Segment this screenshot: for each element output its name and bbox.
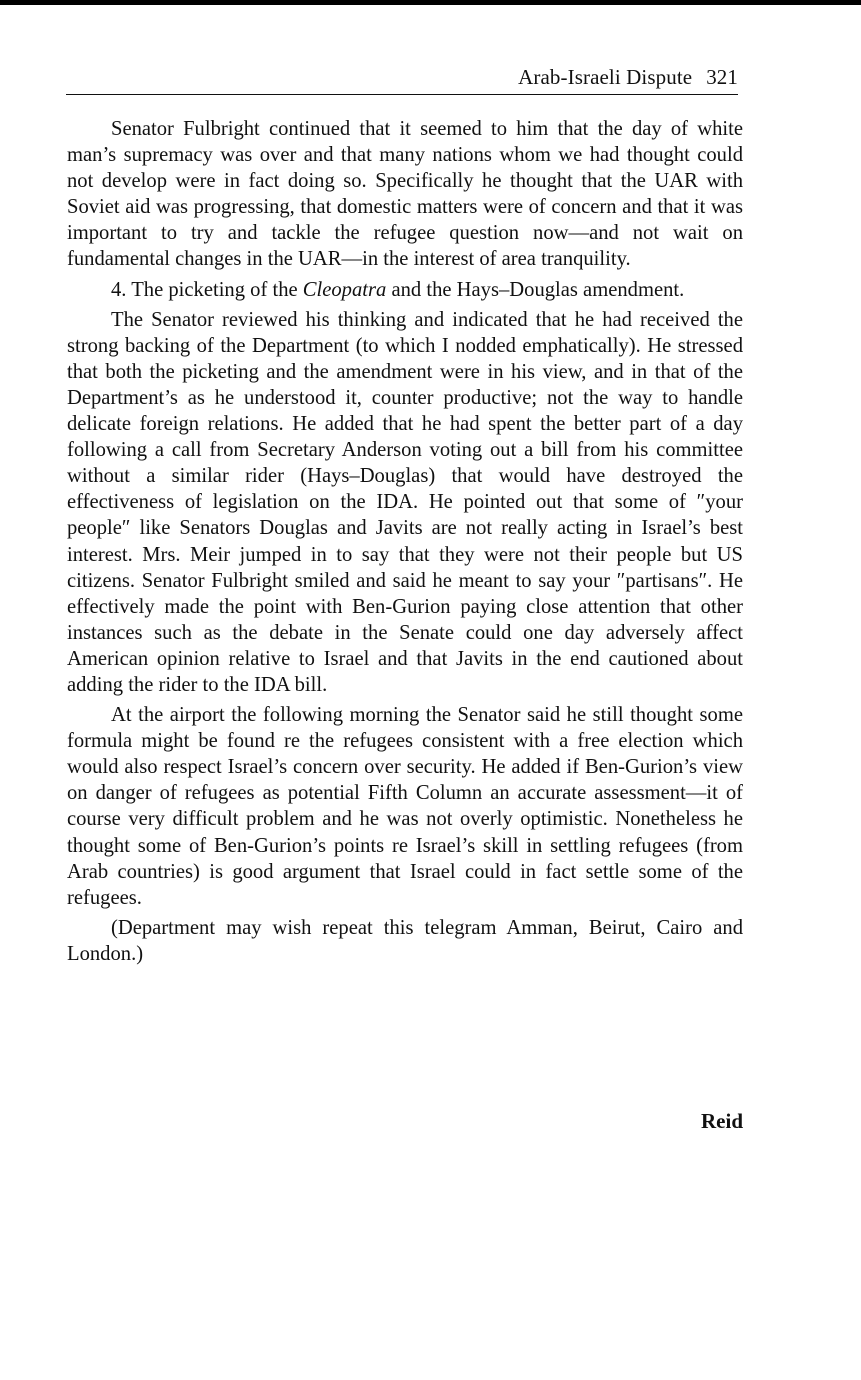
running-header xyxy=(66,60,738,95)
paragraph-fulbright-supremacy: Senator Fulbright continued that it seemed to him that the day of white man’s supremacy was over and that many nations whom we had thought could not develop were in fact doing so. Specifically he thought that the UAR with Soviet aid was progressing, that domestic matters were of concern and that it was important to try and tackle the refugee question now—and not wait on fundamental changes in the UAR—in the interest of area tranquility. xyxy=(67,118,743,271)
page-number: 321 xyxy=(706,65,738,89)
running-header-title: Arab-Israeli Dispute xyxy=(518,65,693,89)
paragraph-senator-review: The Senator reviewed his thinking and indicated that he had received the strong backing of the Department (to which I nodded emphatically). He stressed that both the picketing and the amendment were in his view, and in that of the Department’s as he understood it, counter productive; not the way to handle delicate foreign relations. He added that he had spent the better part of a day following a call from Secretary Anderson voting out a bill from his committee without a similar rider (Hays–Douglas) that would have destroyed the effectiveness of legislation on the IDA. He pointed out that some of ″your people″ like Senators Douglas and Javits are not really acting in Israel’s best interest. Mrs. Meir jumped in to say that they were not their people but US citizens. Senator Fulbright smiled and said he meant to say your ″partisans″. He effectively made the point with Ben-Gurion paying close attention that other instances such as the debate in the Senate could one day adversely affect American opinion relative to Israel and that Javits in the end cautioned about adding the rider to the IDA bill. xyxy=(67,308,743,696)
paragraph-repeat-note: (Department may wish repeat this telegram Amman, Beirut, Cairo and London.) xyxy=(67,916,743,965)
document-body xyxy=(67,116,743,971)
item-4-trailing-text: and the Hays–Douglas amendment. xyxy=(386,278,685,301)
item-4-ship-name: Cleopatra xyxy=(302,278,387,301)
top-edge-rule xyxy=(0,0,861,5)
signature: Reid xyxy=(701,1109,743,1133)
paragraph-item-4 xyxy=(67,277,743,303)
paragraph-airport: At the airport the following morning the Senator said he still thought some formula might be found re the refugees consistent with a free election which would also respect Israel’s concern over security. He added if Ben-Gurion’s view on danger of refugees as potential Fifth Column an accurate assessment—it of course very difficult problem and he was not overly optimistic. Nonetheless he thought some of Ben-Gurion’s points re Israel’s skill in settling refugees (from Arab countries) is good argument that Israel could in fact settle some of the refugees. xyxy=(67,704,743,909)
item-4-lead-text: 4. The picketing of the xyxy=(111,278,303,301)
